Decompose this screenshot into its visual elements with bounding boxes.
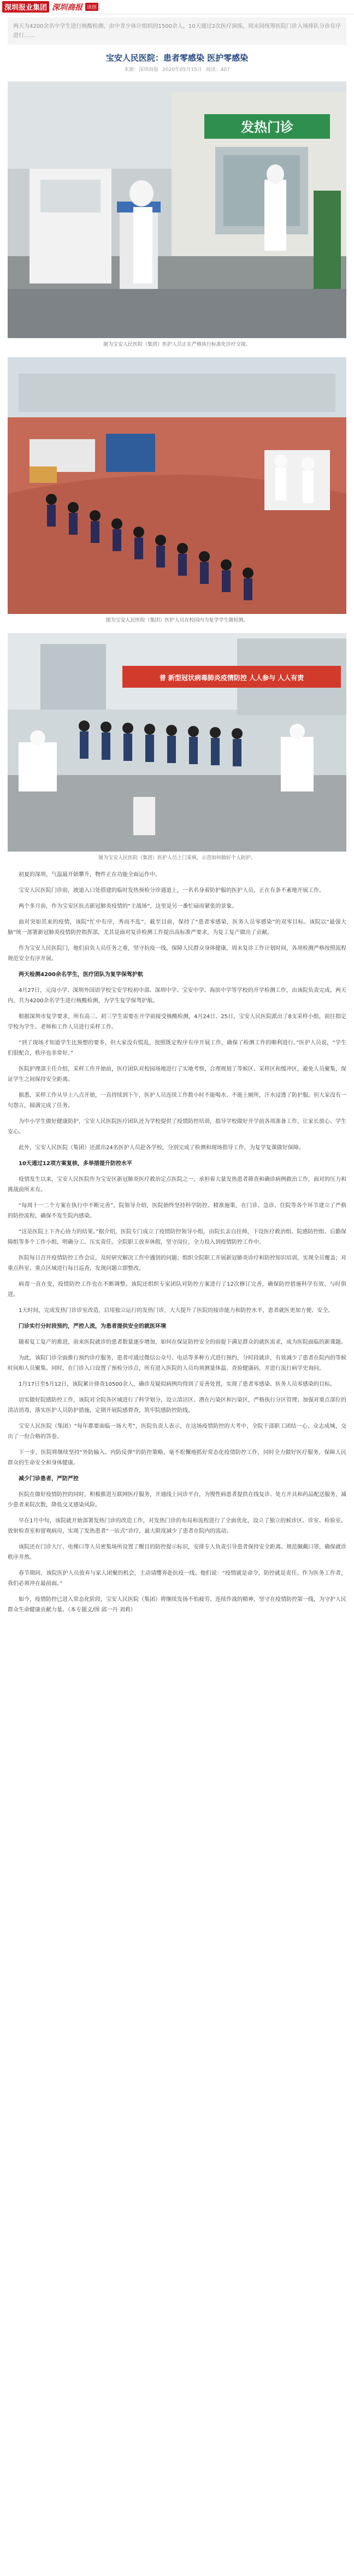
paragraph: 如今，疫情防控已进入常态化阶段，宝安人民医院（集团）将继续发扬不怕疲劳、连续作战的精神，坚守在疫情防控第一线，为守护人民群众生命健康贡献力量。（本专题文/图 邱一丹 刘莉）	[8, 1597, 346, 1613]
figure-2-caption: 图为宝安人民医院（集团）医护人员在校园内为复学学生做检测。	[105, 618, 249, 623]
paragraph: 根据深圳市复学要求，所有高三、初三学生需要在开学前接受核酸检测，4月24日、25日，宝安人民医院派出了8支采样小组，前往指定学校为学生、老师和工作人员进行采样工作。	[8, 1014, 346, 1030]
paragraph: 病毒一直在变，疫情防控工作也在不断调整。该院还组织专家团队对防控方案进行了12次修订完善，确保防控措施科学有效、与时俱进。	[8, 1281, 346, 1298]
section-heading: 门诊实行分时段预约，严控人流，为患者提供安全的就医环境	[19, 1324, 166, 1330]
paragraph: 1月17日至5月12日，该院累计排查10500余人，确诊及疑似病例均得到了妥善处置，实现了患者零感染、医务人员零感染的目标。	[19, 1381, 335, 1387]
photo-fever-clinic-image	[8, 81, 346, 338]
figure-1-caption: 图为宝安人民医院（集团）医护人员正在严格执行标准化诊疗交接。	[103, 342, 251, 347]
banner-text: 普 新型冠状病毒肺炎疫情防控 人人参与 人人有责	[159, 674, 304, 682]
paragraph: “每周十一二个方案在执行中不断完善”，院领导介绍，医院始终坚持科学防控、精准施策，在门诊、急诊、住院等各个环节建立了严格的防控流程，确保不发生院内感染。	[8, 1203, 346, 1219]
paragraph: “到了现场才知道学生比预想的要多，但大家没有慌乱，按照既定程序有序开展工作，确保了检测工作的顺利进行。”医护人员说，“学生们很配合，秩序也非常好。”	[8, 1040, 346, 1056]
section-heading: 两天检测4200余名学生，医疗团队为复学保驾护航	[19, 972, 143, 978]
paragraph: 医院每日召开疫情防控工作会议，及时研究解决工作中遇到的问题；组织全院职工开展新冠肺炎诊疗和防控知识培训，实现全员覆盖；对重点科室、重点区域进行每日巡查，发现问题立即整改。	[8, 1255, 346, 1272]
paragraph: 4月27日，元岗小学、深圳外国语学校宝安学校初中部、深圳中学、宝安中学、海滨中学等学校的开学检测工作，由该院负责完成。两天内，共为4200余名学生进行核酸检测，为学生复学保驾护航。	[8, 988, 346, 1004]
paragraph: 为中小学生做好健康防护，宝安人民医院医疗团队还为学校提供了疫情防控培训，指导学校做好开学前各项准备工作，让家长放心、学生安心。	[8, 1119, 346, 1135]
paragraph: 此外，宝安人民医院（集团）还派出24名医护人员赴各学校，分别完成了检测和现场指导工作，为复学复课做好保障。	[19, 1145, 304, 1151]
paragraph: 医院护理部主任介绍，采样工作开始前，医疗团队对校园场地进行了实地考察，合理规划了等候区、采样区和缓冲区，避免人员聚集，保证学生之间保持安全距离。	[8, 1066, 346, 1083]
site-logo[interactable]	[2, 1, 98, 13]
article-source: 来源：深圳商报	[124, 67, 159, 73]
article-views: 阅读：407	[205, 67, 230, 73]
article-body	[8, 870, 346, 1615]
brand-script-logo: 深圳商报	[52, 3, 83, 12]
article-date: 2020年05月15日	[162, 67, 202, 73]
paragraph: “这是医院上下齐心协力的结果。”据介绍，医院专门成立了疫情防控领导小组，由院长亲自挂帅，下设医疗救治组、院感防控组、后勤保障组等多个工作小组，明确分工、压实责任。全院职工放弃休假，坚守岗位，全力投入到疫情防控工作中。	[8, 1229, 346, 1245]
paragraph: 宝安人民医院门诊前，坡道入口处搭建的临时发热预检分诊通道上，一名名身着防护服的医护人员，正在有条不紊地开展工作。	[19, 888, 324, 894]
paragraph: 下一步，医院将继续坚持“外防输入、内防反弹”的防控策略，毫不松懈地抓好常态化疫情防控工作，同时全力做好医疗服务，保障人民群众的生命安全和身体健康。	[8, 1450, 346, 1466]
sign-text: 发热门诊	[241, 120, 293, 135]
photo-campus-testing[interactable]	[8, 357, 346, 614]
article-meta	[0, 66, 354, 73]
paragraph: 作为宝安人民医院门，他们肩负人员任务之重，坚守抗疫一线，保障人民群众身体健康，周末复诊工作计划时间，各项检测严格按照流程规范安全有序开展。	[8, 946, 346, 962]
brand-badge: 读创	[85, 3, 98, 11]
figure-1	[8, 81, 346, 348]
figure-2	[8, 357, 346, 624]
paragraph: 春节期间，该院医护人员放弃与家人团聚的机会，主动请缨奔赴抗疫一线。他们说：“疫情就是命令，防控就是责任。作为医务工作者，我们必须冲在最前面。”	[8, 1570, 346, 1587]
brand-name: 深圳报业集团	[2, 1, 49, 13]
footer-spacer	[0, 1621, 354, 1632]
section-heading: 10天通过12项方案复核，多举措提升防控水平	[19, 1161, 132, 1167]
photo-campus-testing-image	[8, 357, 346, 614]
paragraph: 面对突如其来的疫情，该院“忙中有序，秀而不乱”，截至目前，保持了“患者零感染，医务人员零感染”的双零目标。该院以“最强大脑”统一部署新冠肺炎疫情防控指挥部，尤其是面对复诊检测工作提出高标准严要求，为复工复产做出了贡献。	[8, 919, 346, 936]
section-heading: 减少门诊患者，严防严控	[19, 1476, 79, 1482]
figure-3-caption: 图为宝安人民医院（集团）医护人员上门采核，示范如何做好个人防护。	[98, 855, 256, 861]
article-title: 宝安人民医院：患者零感染 医护零感染	[105, 53, 249, 63]
paragraph: 为此，该院门诊全面推行预约诊疗服务，患者可通过微信公众号、电话等多种方式进行预约，分时段就诊，有效减少了患者在院内的等候时间和人员聚集。同时，在门诊入口设置了预检分诊点，所有进入医院的人员均须测量体温、查验健康码，并进行流行病学史询问。	[8, 1355, 346, 1372]
figure-3	[8, 633, 346, 862]
article-summary: 两天为4200余名中学生进行核酸检测，由中青少体计组织的1500余人，10天通过2次医疗演练，周末间统筹医院门诊入场排队分诊有序进行……	[8, 17, 346, 45]
paragraph: 初夏的深圳，气温最开始攀升，物件正在功能全面运作中。	[19, 872, 161, 878]
photo-fever-clinic[interactable]	[8, 81, 346, 338]
paragraph: 据悉，采样工作从早上八点开始，一直持续到下午，医护人员连续工作数小时不能喝水、不能上厕所，汗水浸透了防护服。但大家没有一句怨言，圆满完成了任务。	[8, 1092, 346, 1109]
paragraph: 两个多月前，作为宝安区抗击新冠肺炎疫情的“主战场”，这里是另一番忙碌而紧张的景象。	[19, 903, 238, 909]
paragraph: 早在1月中旬，该院就开始部署发热门诊的改造工作，对发热门诊的布局和流程进行了全面优化，设立了独立的候诊区、诊室、检验室、放射检查室和留观病房，实现了发热患者“一站式”诊疗，最大限度减少了患者在院内的流动。	[8, 1518, 346, 1534]
paragraph: 疫情发生以来，宝安人民医院作为宝安区新冠肺炎医疗救治定点医院之一，承担着大量发热患者筛查和确诊病例救治工作，面对的压力和挑战前所未有。	[8, 1177, 346, 1193]
site-header	[0, 0, 354, 14]
paragraph: 随着复工复产的推进，前来医院就诊的患者数量逐步增加，如何在保证防控安全的前提下满足群众的就医需求，成为医院面临的新课题。	[19, 1339, 346, 1345]
photo-protection-demo[interactable]	[8, 633, 346, 852]
paragraph: 切实做好院感防控工作，该院对全院各区域进行了科学划分，设立清洁区、潜在污染区和污染区，严格执行分区管理；加强对重点部位的清洁消毒，落实医护人员防护措施，定期开展院感督查，筑牢院感防控防线。	[8, 1397, 346, 1414]
paragraph: 医院在做好疫情防控的同时，积极推进互联网医疗服务，开通线上问诊平台，为慢性病患者提供在线复诊、处方开具和药品配送服务，减少患者来院次数，降低交叉感染风险。	[8, 1492, 346, 1508]
paragraph: 该院还在门诊大厅、电梯口等人员密集场所设置了醒目的防控提示标识，安排专人负责引导患者保持安全距离、规范佩戴口罩，确保就诊秩序井然。	[8, 1544, 346, 1561]
photo-protection-demo-image	[8, 633, 346, 852]
paragraph: 1天时间，完成发热门诊诊室改造，启用独立运行的发热门诊，大大提升了医院的接诊能力和防控水平，患者就医更加方便、安全。	[19, 1308, 334, 1314]
paragraph: 宝安人民医院（集团）“每年都要面临一场大考”，医院负责人表示，在这场疫情防控的大考中，全院干部职工团结一心、众志成城，交出了一份合格的答卷。	[8, 1423, 346, 1440]
